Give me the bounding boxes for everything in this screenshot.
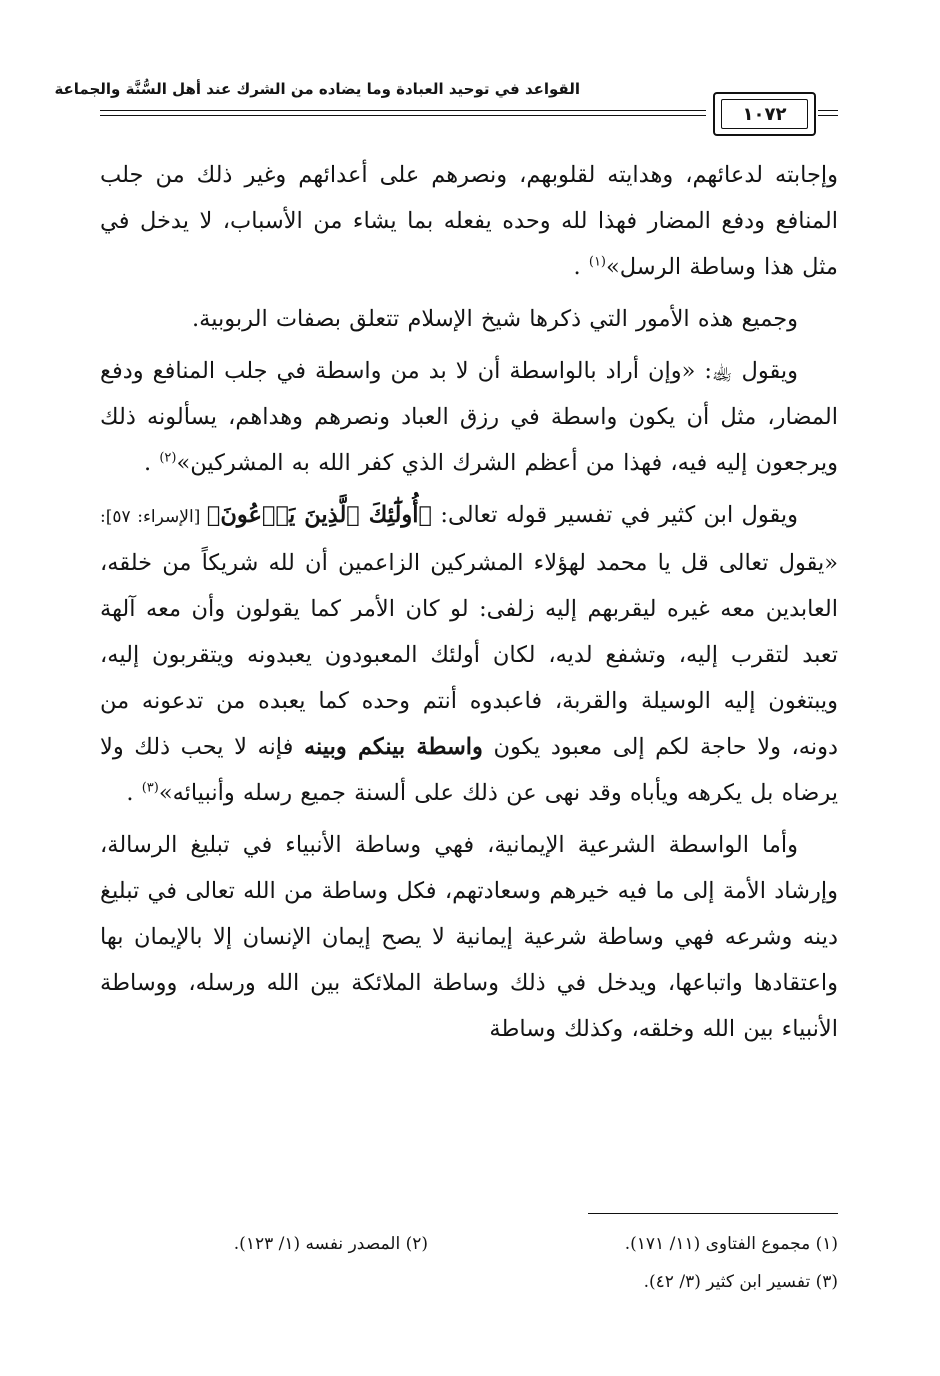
- paragraph-4-intro: ويقول ابن كثير في تفسير قوله تعالى:: [432, 502, 799, 528]
- verse-citation: [الإسراء: ٥٧]:: [100, 507, 207, 527]
- header-rule-right-bottom: [818, 115, 838, 116]
- paragraph-5: [100, 822, 838, 1052]
- footnotes: [100, 1225, 838, 1301]
- footnote-2: (٢) المصدر نفسه (١/ ١٢٣).: [233, 1234, 428, 1254]
- paragraph-2: [100, 296, 838, 342]
- page-number-frame: [713, 92, 816, 136]
- footnote-separator: [588, 1213, 838, 1214]
- paragraph-4-text-b: فإنه لا يحب ذلك ولا يرضاه بل يكرهه ويأباه وقد نهى عن ذلك على ألسنة جميع رسله وأنبيائه»: [100, 734, 838, 806]
- footnote-3: (٣) تفسير ابن كثير (٣/ ٤٢).: [643, 1272, 838, 1292]
- paragraph-3-text: ويقول ﵀: «وإن أراد بالواسطة أن لا بد من واسطة في جلب المنافع ودفع المضار، مثل أن يكون واسطة في رزق العباد ونصرهم وهداهم، يسألونه ذلك ويرجعون إليه فيه، فهذا من أعظم الشرك الذي كفر الله به المشركين»: [100, 358, 838, 476]
- footnote-1: (١) مجموع الفتاوى (١١/ ١٧١).: [624, 1234, 838, 1254]
- footnote-row-1: [100, 1225, 838, 1263]
- footnote-ref-2: (٢): [159, 450, 177, 466]
- header-rule-bottom: [100, 115, 706, 116]
- running-header: [54, 74, 838, 138]
- paragraph-1-text: وإجابته لدعائهم، وهدايته لقلوبهم، ونصرهم على أعدائهم وغير ذلك من جلب المنافع ودفع المضار فهذا لله وحده يفعله بما يشاء من الأسباب، لا يدخل في مثل هذا وساطة الرسل»: [100, 162, 838, 280]
- header-rule-top: [100, 110, 706, 111]
- bold-phrase: واسطة بينكم وبينه: [303, 734, 483, 760]
- paragraph-3: [100, 348, 838, 486]
- paragraph-1-end: .: [573, 254, 589, 280]
- page-number: ١٠٧٢: [742, 104, 787, 125]
- paragraph-4-end: .: [126, 780, 142, 806]
- paragraph-1: [100, 152, 838, 290]
- footnote-ref-3: (٣): [141, 780, 159, 796]
- page-number-inner-frame: [721, 99, 808, 129]
- paragraph-4-text-a: «يقول تعالى قل يا محمد لهؤلاء المشركين الزاعمين أن لله شريكاً من خلقه، العابدين معه غيره ليقربهم إليه زلفى: لو كان الأمر كما يقولون وأن معه آلهة تعبد لتقرب إليه، وتشفع لديه، لكان أولئك المعبودون يعبدونه ويتقربون إليه، ويبتغون إليه الوسيلة والقربة، فاعبدوه أنتم وحده كما يعبده من تدعونه من دونه، ولا حاجة لكم إلى معبود يكون: [100, 550, 838, 760]
- paragraph-3-end: .: [144, 450, 160, 476]
- quran-verse: ﴿أُولَٰٓئِكَ ٱلَّذِينَ يَدۡعُونَ﴾: [206, 502, 433, 528]
- main-text: [100, 152, 838, 1058]
- paragraph-4: [100, 492, 838, 816]
- paragraph-2-text: وجميع هذه الأمور التي ذكرها شيخ الإسلام تتعلق بصفات الربوبية.: [192, 306, 798, 332]
- footnote-row-2: [100, 1263, 838, 1301]
- footnote-ref-1: (١): [588, 254, 606, 270]
- header-title: القواعد في توحيد العبادة وما يضاده من الشرك عند أهل السُّنَّة والجماعة: [54, 80, 580, 98]
- paragraph-5-text: وأما الواسطة الشرعية الإيمانية، فهي وساطة الأنبياء في تبليغ الرسالة، وإرشاد الأمة إلى ما فيه خيرهم وسعادتهم، فكل وساطة من الله تعالى في تبليغ دينه وشرعه فهي وساطة شرعية إيمانية لا يصح إيمان الإنسان إلا بالإيمان بها واعتقادها واتباعها، ويدخل في ذلك وساطة الملائكة بين الله ورسله، ووساطة الأنبياء بين الله وخلقه، وكذلك وساطة: [100, 832, 838, 1042]
- header-rule-right-top: [818, 110, 838, 111]
